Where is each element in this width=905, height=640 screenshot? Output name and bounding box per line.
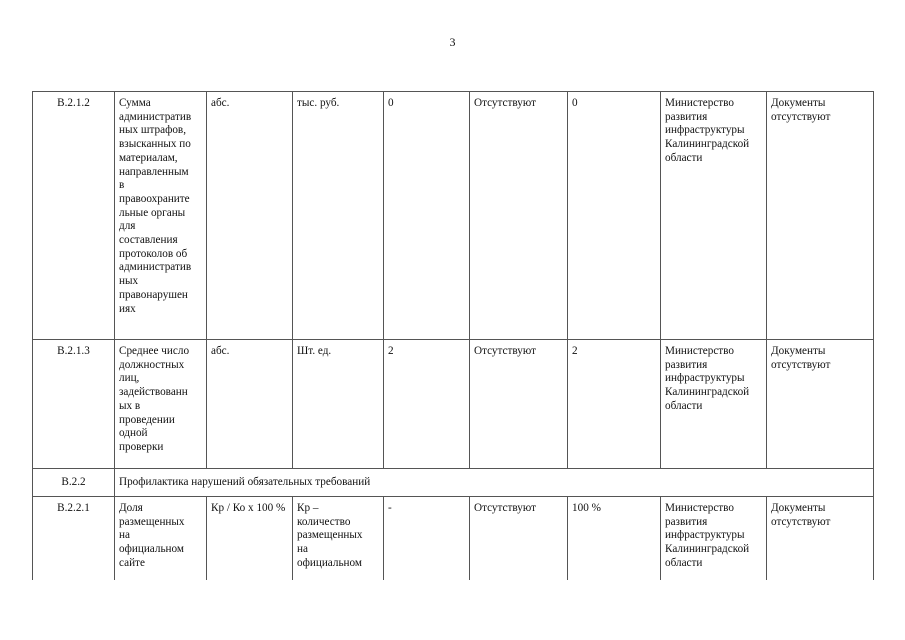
- indicator-target-value: 100 %: [568, 497, 661, 580]
- page-number: 3: [449, 35, 456, 49]
- indicator-status: Отсутствуют: [470, 92, 568, 340]
- indicator-name: Доля размещенных на официальном сайте: [115, 497, 207, 580]
- indicator-code: В.2.2.1: [33, 497, 115, 580]
- indicator-status: Отсутствуют: [470, 497, 568, 580]
- indicator-formula: абс.: [207, 92, 293, 340]
- indicator-target-value: 0: [568, 92, 661, 340]
- indicator-responsible: Министерство развития инфраструктуры Калининградской области: [661, 340, 767, 469]
- indicator-target-value: 2: [568, 340, 661, 469]
- indicator-documents: Документы отсутствуют: [767, 497, 874, 580]
- indicator-unit: Шт. ед.: [293, 340, 384, 469]
- indicator-unit: тыс. руб.: [293, 92, 384, 340]
- indicator-responsible: Министерство развития инфраструктуры Калининградской области: [661, 92, 767, 340]
- indicator-base-value: 0: [384, 92, 470, 340]
- indicators-table: [32, 91, 874, 580]
- indicator-responsible: Министерство развития инфраструктуры Калининградской области: [661, 497, 767, 580]
- indicator-name: Среднее число должностных лиц, задействованн ых в проведении одной проверки: [115, 340, 207, 469]
- table-row: [33, 340, 874, 469]
- indicator-documents: Документы отсутствуют: [767, 340, 874, 469]
- section-row: [33, 469, 874, 497]
- indicator-documents: Документы отсутствуют: [767, 92, 874, 340]
- indicator-base-value: 2: [384, 340, 470, 469]
- indicator-name: Сумма административ ных штрафов, взысканных по материалам, направленным в правоохраните льные органы для составления протоколов об административ ных правонарушен иях: [115, 92, 207, 340]
- indicator-formula: абс.: [207, 340, 293, 469]
- indicator-status: Отсутствуют: [470, 340, 568, 469]
- indicator-code: В.2.1.2: [33, 92, 115, 340]
- indicator-unit: Кр – количество размещенных на официальном: [293, 497, 384, 580]
- indicator-code: В.2.1.3: [33, 340, 115, 469]
- table-row: [33, 497, 874, 580]
- indicator-base-value: -: [384, 497, 470, 580]
- section-title: Профилактика нарушений обязательных требований: [115, 469, 874, 497]
- section-code: В.2.2: [33, 469, 115, 497]
- indicator-formula: Кр / Ко х 100 %: [207, 497, 293, 580]
- table-row: [33, 92, 874, 340]
